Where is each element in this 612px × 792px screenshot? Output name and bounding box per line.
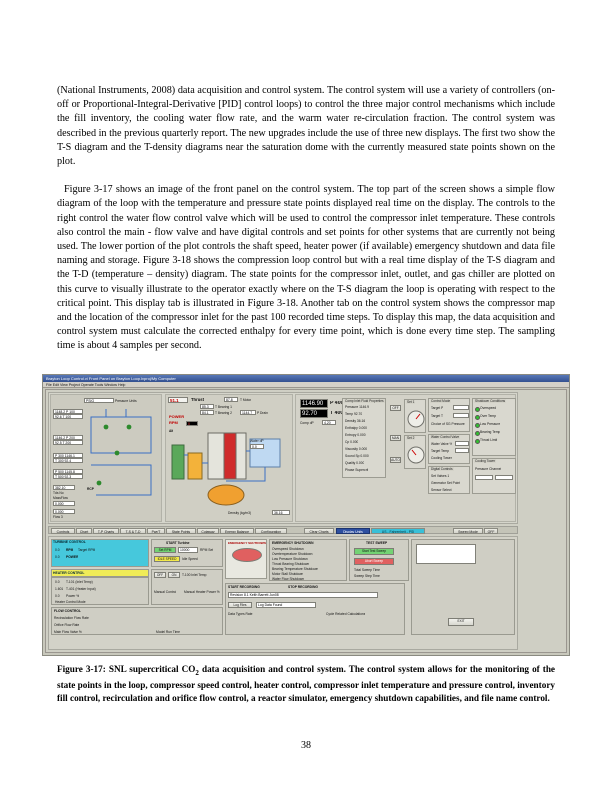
density-label: Density (kg/m3) — [228, 511, 252, 515]
heater-control-title: HEATER CONTROL — [53, 571, 85, 575]
mode-man-button[interactable]: MAN — [391, 436, 400, 440]
cycle-calc-label: Cycle Related Calculations — [326, 612, 366, 616]
tab-energy-balance[interactable]: Energy Balance — [220, 528, 254, 534]
fluid-row-6: Viscosity 0.000 — [345, 447, 368, 451]
heater-control-header — [51, 569, 149, 577]
water-valve-item-2: Cooling Tower — [431, 456, 452, 460]
tab-cutaway[interactable]: Cutaway — [197, 528, 219, 534]
t-bearing-2-label: T Bearing 2 — [215, 410, 232, 415]
manual-control-label: Manual Control — [154, 590, 177, 594]
stop-recording-label: STOP RECORDING — [288, 585, 318, 589]
control-mode-value-0[interactable] — [453, 405, 469, 410]
manual-heater-label: Manual Heater Power % — [184, 590, 220, 594]
target-rpm-label: Target RPM — [78, 548, 96, 552]
fluid-row-9: Phase Supercrit — [345, 468, 369, 472]
digital-item-2: Sensor Select — [431, 488, 452, 492]
heater-row-1-label: T-401 (Heater Input) — [66, 587, 96, 591]
idle-speed-button[interactable]: IDLE SPEED — [154, 556, 180, 562]
heater-row-0-label: T-101 (Inlet Temp) — [66, 580, 93, 584]
aux-value-0[interactable] — [475, 475, 493, 480]
fluid-row-4: Entropy 0.000 — [345, 433, 366, 437]
p-drain-value: 1144.7 — [240, 410, 256, 415]
t400-label: T 400 — [330, 411, 344, 415]
digital-item-0: Set Valves 1 — [431, 474, 450, 478]
turbine-start-section — [151, 539, 223, 567]
recording-section — [225, 583, 405, 635]
water-valve-item-0: Water Valve % — [431, 442, 453, 446]
lower-control-panel — [48, 536, 518, 650]
control-mode-item-0: Target P — [431, 406, 444, 410]
sd-item-3: Thrust Bearing Shutdown — [272, 562, 310, 566]
density-value: 36.16 — [272, 510, 290, 515]
shutdown-panel-title: EMERGENCY SHUTDOWN — [272, 541, 314, 545]
tab-ts-td[interactable]: T-S & T-D — [120, 528, 146, 534]
right-misc-section — [411, 539, 515, 635]
mode-auto-button[interactable]: AUTO — [391, 458, 400, 462]
p400-value: 1146.90 — [300, 399, 328, 408]
water-valve-caption: Water Control Valve — [431, 434, 460, 439]
t-bearing-2-value: 84.1 — [200, 410, 214, 415]
heater-row-0-value: 0.0 — [55, 580, 60, 584]
heater-on-button[interactable]: ON — [168, 572, 180, 578]
shutdown-item-1: Over Temp — [480, 414, 497, 418]
file-path-field[interactable]: Revision 8.1 Keith Barrett Jun08 — [228, 592, 378, 598]
rcp-label: RCP — [87, 487, 94, 491]
rpm-set-label: RPM Set — [200, 548, 214, 552]
p400-label: P 400 — [330, 401, 344, 405]
sd-item-0: Overspeed Shutdown — [272, 547, 304, 551]
start-test-sweep-button[interactable]: Start Test Sweep — [354, 548, 394, 555]
thrust-value: 51.1 — [168, 397, 188, 403]
node-readout-3a: P 300 1146.1 — [53, 453, 83, 458]
shutdown-item-0: Overspeed — [480, 406, 497, 410]
control-mode-caption: Control Mode — [431, 398, 451, 403]
page-number: 38 — [301, 740, 311, 751]
tab-pwr-t[interactable]: Pwr/T — [147, 528, 165, 534]
shutdown-list-section — [269, 539, 347, 581]
pressure-units-value[interactable]: PSIG — [84, 398, 114, 403]
emergency-shutdown-section — [225, 539, 267, 579]
loop-detail-panel — [165, 394, 293, 522]
dial-2-label: Set 2 — [407, 435, 415, 440]
shutdown-item-4: Thrust Limit — [480, 438, 498, 442]
dial-1-label: Set 1 — [407, 399, 415, 404]
heater-off-button[interactable]: OFF — [154, 572, 166, 578]
pressure-units-label: Pressure Units — [115, 398, 137, 403]
node-readout-1a: 1148.2 P 100 — [53, 409, 83, 414]
shutdown-item-2: Low Pressure — [480, 422, 501, 426]
schematic-pipes — [51, 395, 163, 523]
caption-rest: data acquisition and control system. The control system allows for the monitoring of the state points in the loop, compressor speed control, heater control, compressor inlet temperature and pressure control, inventory fill control, recirculation and orifice flow control, a reactor simulator, emergency shutdown capabilities, and file name control. — [57, 664, 556, 704]
misc-readout-panel — [416, 544, 476, 564]
caption-prefix: Figure 3-17: SNL supercritical CO — [57, 664, 196, 674]
node-readout-4b: T 500 92.3 — [53, 474, 83, 479]
sd-item-6: Water Flow Shutdown — [272, 577, 305, 581]
set-rpm-value[interactable]: 10000 — [178, 547, 198, 553]
exit-button[interactable]: EXIT — [448, 618, 474, 626]
node-readout-6b: 0.000 — [53, 501, 75, 506]
window-menubar: File Edit View Project Operate Tools Window Help — [43, 382, 569, 388]
window-titlebar: Brayton Loop Control.vi Front Panel on Brayton Loop.lvproj/My Computer — [43, 375, 569, 382]
fluid-row-1: Temp 92.70 — [345, 412, 363, 416]
control-mode-item-2: Choice of SG Pressure — [431, 422, 465, 426]
sd-item-4: Bearing Temperature Shutdown — [272, 567, 319, 571]
digital-controls-caption: Digital Controls — [431, 466, 453, 471]
set-rpm-button[interactable]: Set RPM — [154, 547, 176, 553]
shutdown-caption: Shutdown Conditions — [475, 398, 506, 403]
water-valve-item-1: Target Temp — [431, 449, 450, 453]
rpm-readout-value: 0.0 — [55, 548, 60, 552]
start-turbine-label: START Turbine — [166, 541, 190, 545]
controls-right-panel — [295, 394, 516, 522]
heater-readouts-section — [51, 577, 149, 605]
fluid-props-title: Comp Inlet Fluid Properties — [345, 398, 384, 403]
t400-value: 92.70 — [300, 409, 328, 418]
power-label: POWER — [169, 415, 185, 419]
node-readout-6a: MassFlow — [53, 496, 68, 500]
t-motor-value: 87.8 — [224, 397, 238, 402]
idle-speed-sub-label: Idle Speed — [182, 557, 198, 561]
aux-item-0: Pressure Channel — [475, 467, 502, 471]
log-path-field[interactable]: Log Data Found — [256, 602, 316, 608]
emergency-shutdown-title: EMERGENCY SHUTDOWN — [228, 541, 266, 545]
heater-row-1-value: 1.601 — [55, 587, 64, 591]
fluid-row-8: Quality 0.000 — [345, 461, 365, 465]
sd-item-5: Motor Stall Shutdown — [272, 572, 304, 576]
comp-dp-label: Comp dP — [300, 421, 314, 425]
fluid-row-5: Cp 0.000 — [345, 440, 359, 444]
test-sweep-title: TEST SWEEP — [366, 541, 388, 545]
tab-strip — [48, 526, 518, 534]
t-motor-label: T Motor — [240, 397, 252, 402]
heater-row-2-value: 0.0 — [55, 594, 60, 598]
dial-2-gauge[interactable] — [406, 442, 426, 468]
tab-controls[interactable]: Controls — [51, 528, 75, 534]
water-dp-label: Water dP — [250, 439, 264, 443]
node-readout-2a: 1146.2 P 200 — [53, 435, 83, 440]
sd-item-2: Low Pressure Shutdown — [272, 557, 308, 561]
sweep-mode-label[interactable]: Sweep Mode — [453, 528, 483, 534]
heater-target-label: T-100 Inlet Temp — [182, 573, 207, 577]
paragraph-2: Figure 3-17 shows an image of the front panel on the control system. The top part of the screen shows a simple flow diagram of the loop with the temperature and pressure state points displayed real time on the display. The controls to the right control the water flow control valve which will be used to control the compressor inlet temperature. These controls also control the main - flow valve and have digital controls and set points for other systems that are currently not being used. The lower portion of the plot controls the shaft speed, heater power (if available) emergency shutdown and data file naming and storage. Figure 3-18 shows the compression loop control but with a real time display of the T-S diagram and the T-D (temperature – density) diagram. The state points for the compressor inlet, outlet, and gas chiller are plotted on this curve to visually illustrate to the operator exactly where on the T-S diagram the loop is operating with respect to the critical point. This display tab is illustrated in Figure 3-18. Another tab on the control system shows the compressor map and the location of the compressor inlet for the past 100 recorded time steps. To display this map, the data acquisition and control system must calculate the corrected enthalpy for every time point, which is done every time step. The sampling time is about 4 samples per second. — [57, 184, 555, 352]
flow-control-title: FLOW CONTROL — [54, 609, 81, 613]
fluid-row-0: Pressure 1146.9 — [345, 405, 369, 409]
alt-label: Alt — [169, 429, 174, 433]
heater-control-mode-label: Heater Control Mode — [55, 600, 86, 604]
node-readout-5b: Tds No — [53, 491, 64, 495]
digital-item-1: Generator Set Point — [431, 481, 461, 485]
turbine-control-title: TURBINE CONTROL — [53, 540, 86, 544]
tab-configuration[interactable]: Configuration — [255, 528, 287, 534]
start-recording-label: START RECORDING — [228, 585, 260, 589]
mode-off-button[interactable]: OFF — [390, 405, 401, 411]
body-text — [57, 84, 555, 354]
t-bearing-1-value: 85.3 — [200, 404, 214, 409]
tab-state-points[interactable]: State Points — [166, 528, 196, 534]
display-units-value[interactable]: US - Fahrenheit - PSI — [371, 528, 425, 534]
fluid-row-2: Density 36.16 — [345, 419, 366, 423]
node-readout-4a: P 500 1145.8 — [53, 469, 83, 474]
heater-mode-section — [151, 569, 223, 605]
log-files-button[interactable]: Log Files — [228, 602, 252, 608]
water-valve-value-1[interactable] — [455, 448, 469, 453]
comp-dp-value: 4.20 — [322, 420, 336, 425]
abort-sweep-button[interactable]: Abort Sweep — [354, 558, 394, 565]
total-sweep-time-label: Total Sweep Time — [354, 568, 381, 572]
rpm-readout-label: RPM — [66, 548, 74, 552]
heater-row-2-label: Power % — [66, 594, 80, 598]
rpm-label: RPM — [169, 421, 178, 425]
node-readout-2b: 92.5 T 200 — [53, 440, 83, 445]
caption-subscript: 2 — [195, 668, 199, 677]
thrust-label: Thrust — [191, 397, 205, 402]
node-readout-1b: 92.6 T 100 — [53, 414, 83, 419]
control-mode-value-1[interactable] — [453, 413, 469, 418]
emergency-shutdown-button[interactable] — [232, 548, 262, 562]
turbine-control-section — [51, 539, 149, 567]
fluid-row-7: Sound Sp 0.000 — [345, 454, 369, 458]
sd-item-1: Overtemperature Shutdown — [272, 552, 313, 556]
node-readout-7a: 0.000 — [53, 509, 75, 514]
dial-1-gauge[interactable] — [406, 406, 426, 432]
model-run-label: Model Run Time — [156, 630, 181, 634]
flow-item-2: Main Flow Valve % — [54, 630, 82, 634]
aux-value-1[interactable] — [495, 475, 513, 480]
loop-schematic — [50, 394, 162, 522]
t-bearing-1-label: T Bearing 1 — [215, 404, 232, 409]
water-dp-value: 0.0 — [250, 444, 264, 449]
node-readout-5a: 382.10 — [53, 485, 75, 490]
rpm-value: 0 — [186, 421, 198, 426]
power-readout-label: POWER — [66, 555, 79, 559]
tab-tp-charts[interactable]: T-P Charts — [93, 528, 119, 534]
flow-item-0: Recirculation Flow Rate — [54, 616, 89, 620]
app-canvas — [45, 389, 567, 653]
data-types-label: Data Types Rate — [228, 612, 253, 616]
control-mode-item-1: Target T — [431, 414, 444, 418]
tab-clear-charts[interactable]: Clear Charts — [304, 528, 334, 534]
p-drain-label: P Drain — [257, 410, 268, 415]
figure-caption — [57, 663, 555, 705]
sweep-step-time-label: Sweep Step Time — [354, 574, 380, 578]
flow-control-section — [51, 607, 223, 635]
tab-chart[interactable]: Chart — [76, 528, 92, 534]
water-valve-value-0[interactable] — [455, 441, 469, 446]
fluid-row-3: Enthalpy 0.000 — [345, 426, 367, 430]
paragraph-1: (National Instruments, 2008) data acquisition and control system. The control system will use a variety of controllers (on-off or Proportional-Integral-Derivative [PID] control loops) to control the three major control mechanisms which include the fill inventory, the cooling water flow rate, and the warm water re-circulation fraction. The control system was described in the previous quarterly report. The new upgrades include the use of three new displays. The first two show the T-S diagram and the T-density diagrams near the saturation dome with the currently measured state points shown on the plot. — [57, 85, 555, 168]
shutdown-item-3: Bearing Temp — [480, 430, 501, 434]
node-readout-3b: T 300 92.4 — [53, 458, 83, 463]
node-readout-7b: Flow 3 — [53, 515, 63, 519]
tab-display-units[interactable]: Display Units — [336, 528, 370, 534]
sweep-mode-off-button[interactable]: OFF — [484, 528, 498, 534]
flow-diagram-area — [48, 392, 518, 524]
flow-item-1: Orifice Flow Rate — [54, 623, 80, 627]
figure-screenshot — [42, 374, 570, 656]
power-readout-value: 0.0 — [55, 555, 60, 559]
test-sweep-section — [349, 539, 409, 581]
aux-controls-caption: Cooling Tower — [475, 458, 496, 463]
